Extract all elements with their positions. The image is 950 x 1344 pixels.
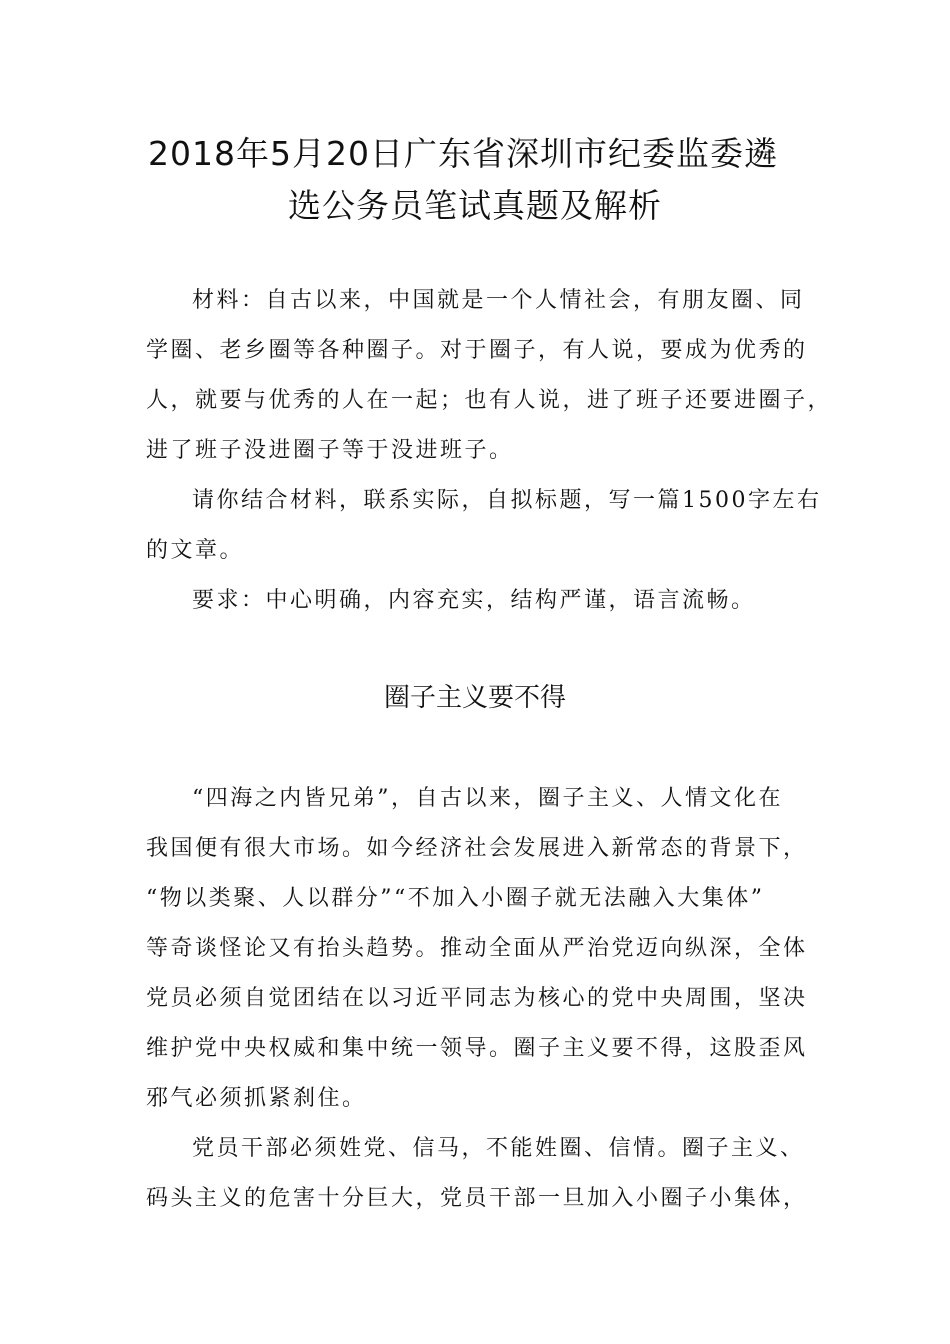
essay-p1-line-2: 我国便有很大市场。如今经济社会发展进入新常态的背景下， <box>146 836 808 861</box>
essay-p1-line-1: “四海之内皆兄弟”，自古以来，圈子主义、人情文化在 <box>192 786 783 811</box>
document-title-line-2: 选公务员笔试真题及解析 <box>288 186 662 225</box>
task-line-1: 请你结合材料，联系实际，自拟标题，写一篇1500字左右 <box>192 488 822 513</box>
material-line-4: 进了班子没进圈子等于没进班子。 <box>146 438 514 463</box>
essay-p1-line-5: 党员必须自觉团结在以习近平同志为核心的党中央周围，坚决 <box>146 986 808 1011</box>
essay-p1-line-6: 维护党中央权威和集中统一领导。圈子主义要不得，这股歪风 <box>146 1036 808 1061</box>
requirement-line: 要求：中心明确，内容充实，结构严谨，语言流畅。 <box>192 588 756 613</box>
material-line-2: 学圈、老乡圈等各种圈子。对于圈子，有人说，要成为优秀的 <box>146 338 808 363</box>
document-title-line-1: 2018年5月20日广东省深圳市纪委监委遴 <box>148 134 778 173</box>
material-line-1: 材料：自古以来，中国就是一个人情社会，有朋友圈、同 <box>192 288 805 313</box>
essay-p2-line-1: 党员干部必须姓党、信马，不能姓圈、信情。圈子主义、 <box>192 1136 805 1161</box>
essay-p2-line-2: 码头主义的危害十分巨大，党员干部一旦加入小圈子小集体， <box>146 1186 808 1211</box>
essay-p1-line-3: “物以类聚、人以群分”“不加入小圈子就无法融入大集体” <box>146 886 765 911</box>
task-line-2: 的文章。 <box>146 538 245 563</box>
essay-title: 圈子主义要不得 <box>383 683 566 713</box>
essay-p1-line-4: 等奇谈怪论又有抬头趋势。推动全面从严治党迈向纵深，全体 <box>146 936 808 961</box>
material-line-3: 人，就要与优秀的人在一起；也有人说，进了班子还要进圈子， <box>146 388 833 413</box>
essay-p1-line-7: 邪气必须抓紧刹住。 <box>146 1086 367 1111</box>
